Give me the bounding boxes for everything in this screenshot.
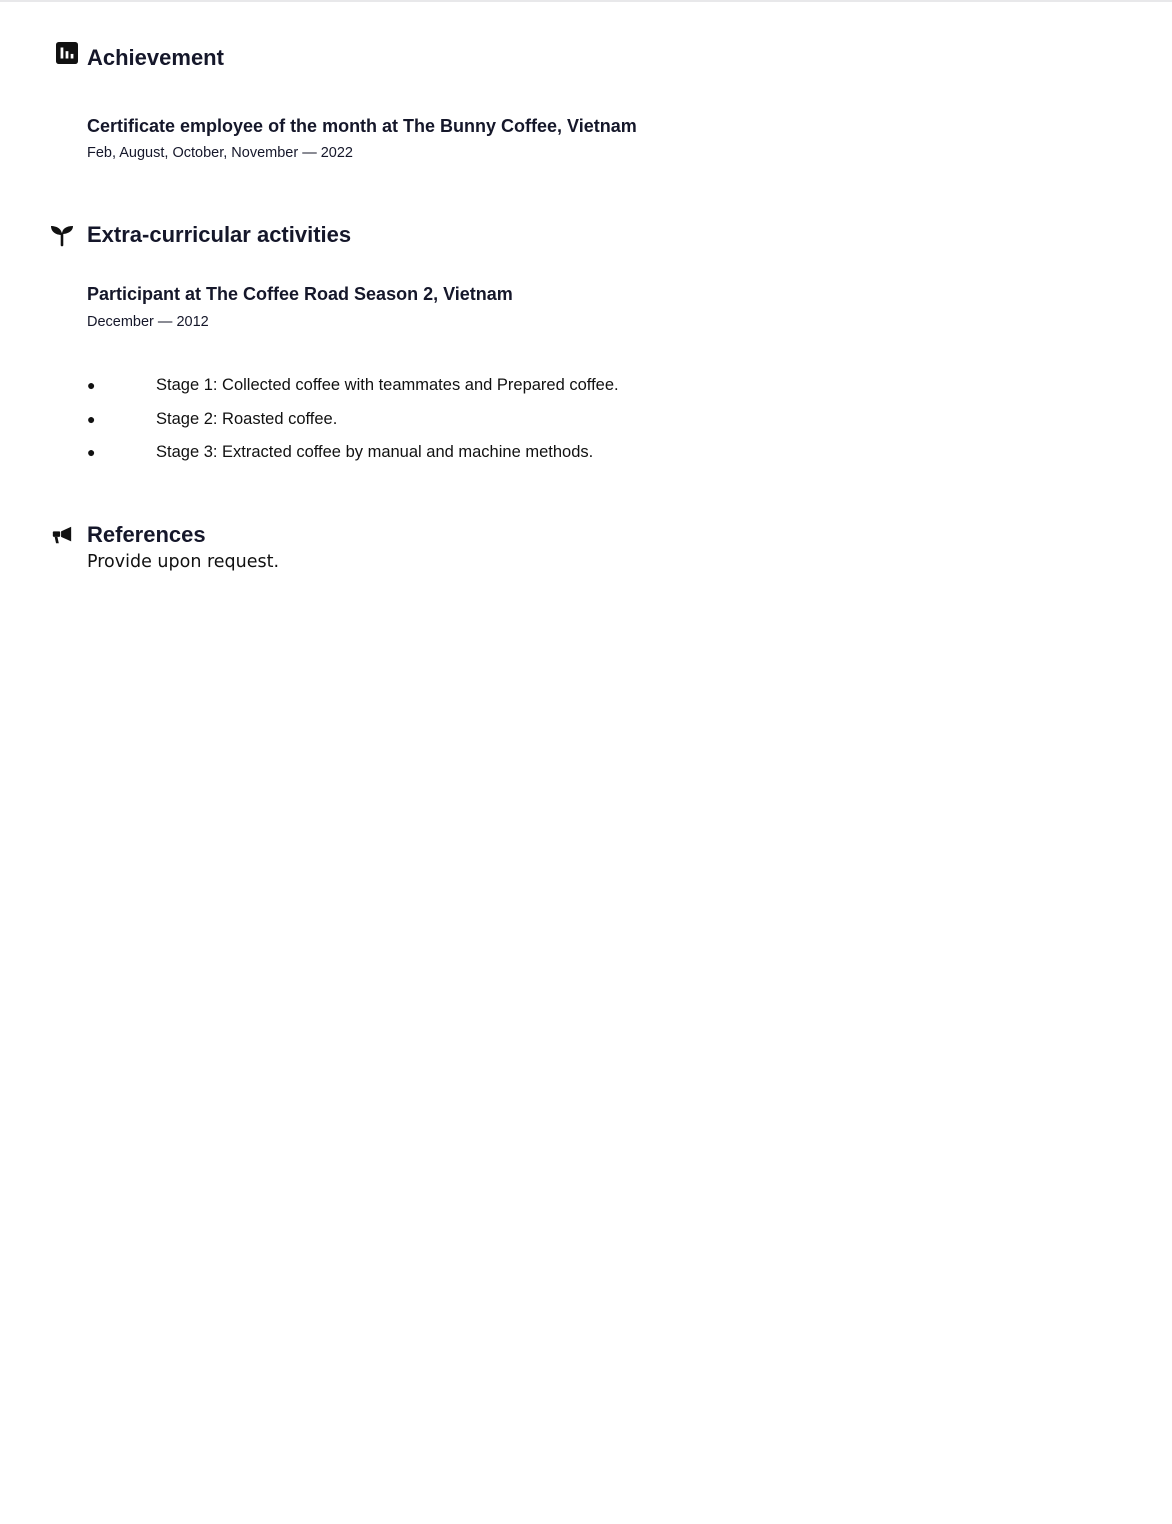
sprout-icon [50,223,74,247]
bullet-text: Stage 3: Extracted coffee by manual and machine methods. [156,443,594,461]
achievement-entry-date: Feb, August, October, November — 2022 [87,145,353,161]
bullet-marker: ● [87,377,96,393]
bullet-marker: ● [87,410,96,427]
bullet-marker: ● [87,444,96,460]
bullet-text: Stage 1: Collected coffee with teammates and Prepared coffee. [156,376,619,394]
achievement-entry-title: Certificate employee of the month at The Bunny Coffee, Vietnam [87,116,637,136]
references-text: Provide upon request. [87,552,280,572]
extracurricular-entry-date: December — 2012 [87,314,209,330]
bullet-text: Stage 2: Roasted coffee. [156,409,338,428]
section-title-references: References [87,522,206,547]
section-title-achievement: Achievement [87,45,224,70]
extracurricular-entry-title: Participant at The Coffee Road Season 2, Vietnam [87,284,513,304]
top-divider [0,0,1172,2]
megaphone-icon [50,524,74,546]
bar-chart-icon [56,42,78,64]
section-title-extracurricular: Extra-curricular activities [87,222,352,247]
